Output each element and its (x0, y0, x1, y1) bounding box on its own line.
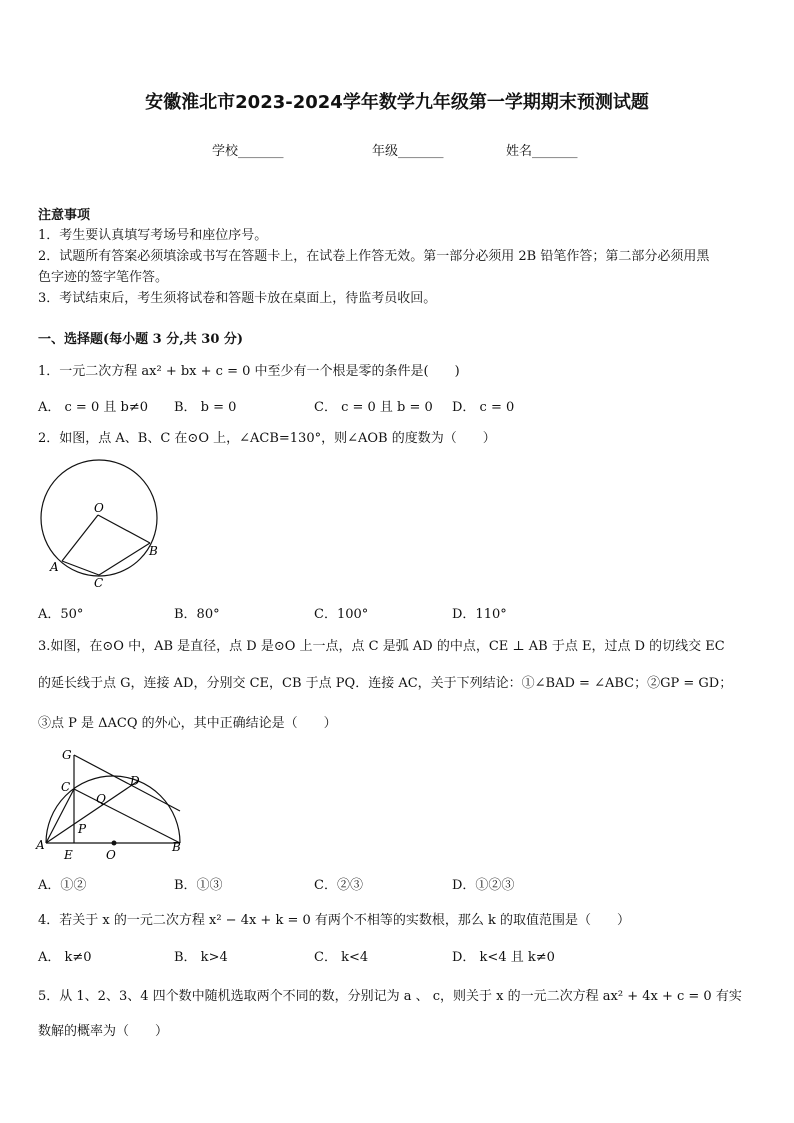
q4-option-d: D． k<4 且 k≠0 (452, 950, 555, 965)
q1-option-d: D． c = 0 (452, 400, 515, 415)
q3-option-c: C．②③ (314, 878, 363, 893)
grade-field: 年级_______ (372, 144, 444, 159)
q2-option-b: B．80° (174, 607, 220, 622)
question-5-line-1: 5．从 1、2、3、4 四个数中随机选取两个不同的数，分别记为 a 、 c，则关于 x 的一元二次方程 ax² + 4x + c = 0 有实 (38, 989, 742, 1004)
q1-option-c: C． c = 0 且 b = 0 (314, 400, 433, 415)
question-5-line-2: 数解的概率为（ ） (38, 1024, 169, 1039)
label-o: O (94, 501, 104, 515)
label-a: A (36, 838, 45, 852)
center-o-point (112, 841, 117, 846)
name-field: 姓名_______ (506, 144, 578, 159)
question-2-stem: 2．如图，点 A、B、C 在⊙O 上，∠ACB=130°，则∠AOB 的度数为（ ） (38, 431, 496, 446)
label-d: D (130, 774, 140, 788)
question-3-line-2: 的延长线于点 G，连接 AD，分别交 CE，CB 于点 PQ．连接 AC，关于下列结论：①∠BAD = ∠ABC；②GP = GD； (38, 676, 733, 691)
notice-heading: 注意事项 (38, 208, 91, 223)
q4-option-a: A． k≠0 (38, 950, 92, 965)
segment-ob (98, 515, 150, 543)
school-field: 学校_______ (212, 144, 284, 159)
notice-item: 2．试题所有答案必须填涂或书写在答题卡上，在试卷上作答无效。第一部分必须用 2B 铅笔作答；第二部分必须用黑 (38, 249, 710, 264)
label-q: Q (96, 792, 106, 806)
question-4-stem: 4．若关于 x 的一元二次方程 x² − 4x + k = 0 有两个不相等的实数根，那么 k 的取值范围是（ ） (38, 913, 631, 928)
section-heading: 一、选择题(每小题 3 分,共 30 分) (38, 332, 244, 347)
notice-item: 3．考试结束后，考生须将试卷和答题卡放在桌面上，待监考员收回。 (38, 291, 437, 306)
tangent-line (74, 755, 180, 811)
semicircle-diagram (30, 745, 190, 863)
label-o: O (106, 848, 116, 862)
q2-option-d: D．110° (452, 607, 507, 622)
q1-option-b: B． b = 0 (174, 400, 237, 415)
label-c: C (94, 576, 104, 590)
q3-option-b: B．①③ (174, 878, 223, 893)
q4-option-c: C． k<4 (314, 950, 369, 965)
question-3-line-3: ③点 P 是 ΔACQ 的外心，其中正确结论是（ ） (38, 716, 337, 731)
segment-ad (46, 781, 138, 843)
q3-option-a: A．①② (38, 878, 87, 893)
question-3-line-1: 3.如图，在⊙O 中，AB 是直径，点 D 是⊙O 上一点，点 C 是弧 AD 的中点，CE ⊥ AB 于点 E，过点 D 的切线交 EC (38, 639, 725, 654)
label-b: B (149, 544, 158, 558)
label-c: C (61, 780, 71, 794)
question-1-stem: 1．一元二次方程 ax² + bx + c = 0 中至少有一个根是零的条件是( ) (38, 364, 460, 379)
segment-ac (46, 789, 74, 843)
label-b: B (172, 840, 181, 854)
q2-option-c: C．100° (314, 607, 369, 622)
circle-diagram (30, 455, 170, 595)
label-p: P (78, 822, 87, 836)
notice-item: 1．考生要认真填写考场号和座位序号。 (38, 228, 268, 243)
q2-option-a: A．50° (38, 607, 84, 622)
segment-cb (74, 789, 180, 843)
q4-option-b: B． k>4 (174, 950, 228, 965)
notice-item: 色字迹的签字笔作答。 (38, 270, 169, 285)
label-a: A (50, 560, 59, 574)
page-title: 安徽淮北市2023-2024学年数学九年级第一学期期末预测试题 (145, 92, 649, 113)
q1-option-a: A． c = 0 且 b≠0 (38, 400, 148, 415)
circle-o (41, 460, 157, 576)
label-g: G (62, 748, 72, 762)
label-e: E (64, 848, 73, 862)
q3-option-d: D．①②③ (452, 878, 515, 893)
segment-oa (62, 515, 98, 561)
